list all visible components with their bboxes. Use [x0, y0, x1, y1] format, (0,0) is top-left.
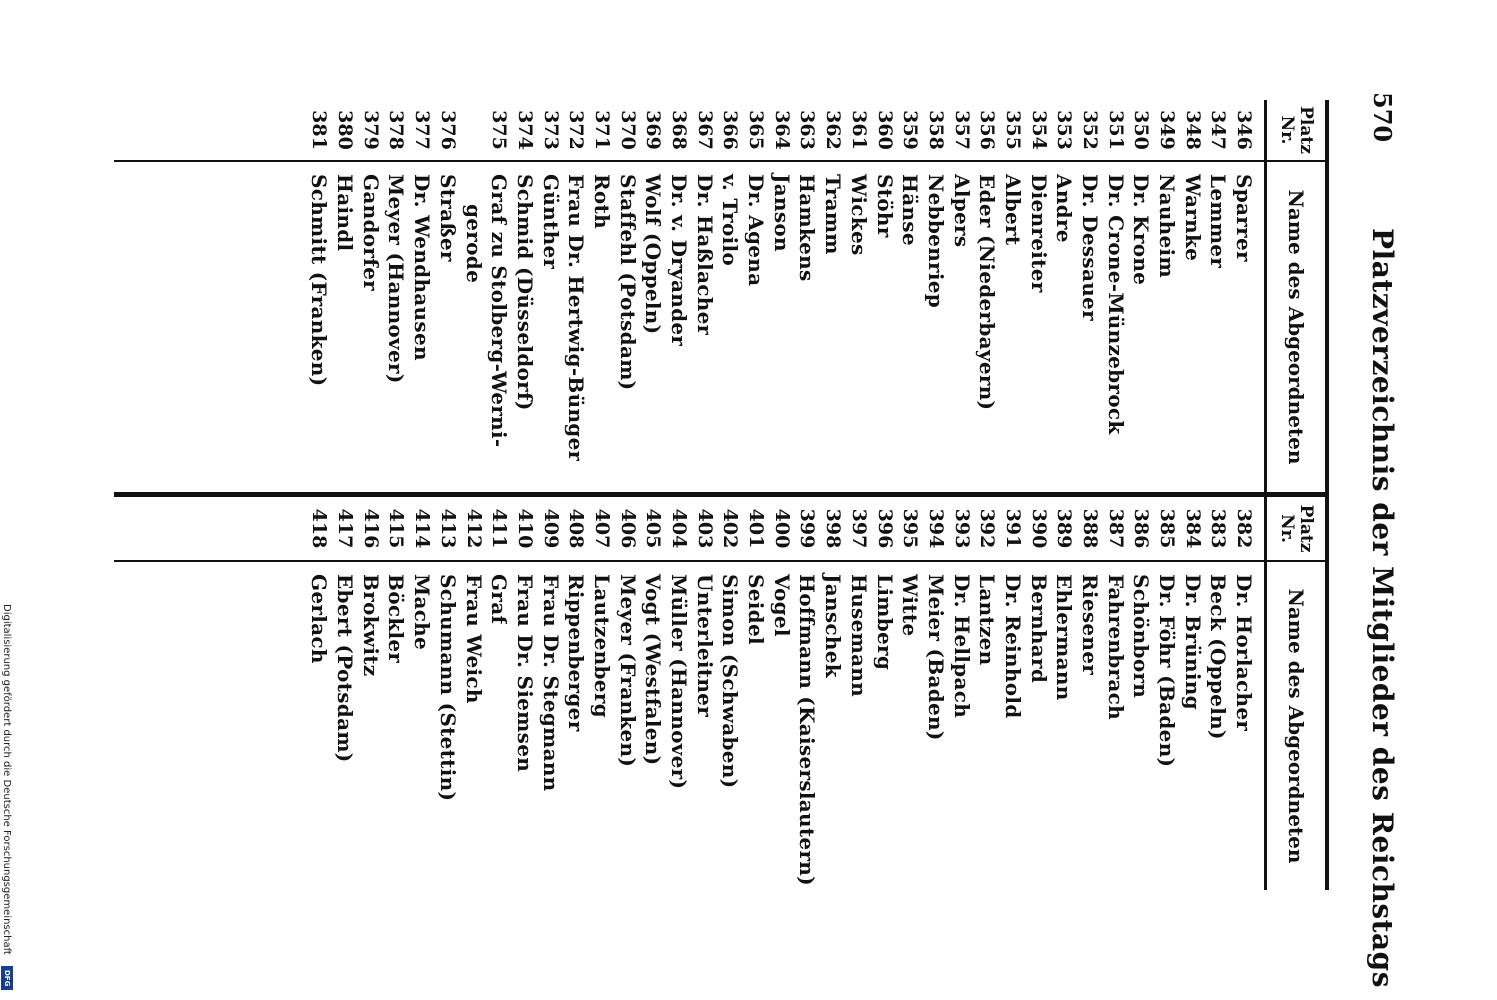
table-row [769, 497, 795, 890]
seat-number: 366 [719, 110, 742, 150]
member-name: Dr. Föhr (Baden) [1155, 574, 1180, 768]
table-row [718, 100, 744, 492]
seat-number: 392 [976, 508, 999, 549]
table-row [563, 497, 589, 890]
member-name: Meyer (Franken) [615, 574, 640, 768]
table-row [1052, 100, 1078, 492]
seat-number: 347 [1207, 110, 1230, 150]
table-row [743, 497, 769, 890]
seat-number: 401 [745, 508, 768, 549]
member-name: Dr. Krone [1129, 174, 1154, 286]
table-row [974, 100, 1000, 492]
member-name: Ebert (Potsdam) [333, 574, 358, 763]
funding-note: Digitalisierung gefördert durch die Deutsche Forschungsgemeinschaft [1, 604, 12, 955]
table-row [923, 100, 949, 492]
table-row [820, 100, 846, 492]
table-row [795, 497, 821, 890]
member-name: Tramm [821, 174, 846, 255]
table-row [332, 497, 358, 890]
seat-number: 410 [513, 508, 536, 549]
table-row [486, 100, 512, 492]
table-row [1052, 497, 1078, 890]
member-name: Dr. Dessauer [1078, 174, 1103, 321]
page-title: Platzverzeichnis der Mitglieder des Reichstags [1366, 228, 1399, 988]
seat-number: 384 [1181, 508, 1204, 549]
seat-number: 379 [359, 110, 382, 150]
table-row [384, 497, 410, 890]
seat-number: 412 [462, 508, 485, 549]
member-name: Graf zu Stolberg-Werni- [487, 174, 512, 448]
member-name: Simon (Schwaben) [718, 574, 743, 789]
member-name: Ehlermann [1052, 574, 1077, 701]
seat-header-line1: Platz [1295, 504, 1316, 553]
seat-header-right [1269, 497, 1323, 560]
member-name: Hamkens [795, 174, 820, 282]
table-row [949, 100, 975, 492]
seat-number: 367 [693, 110, 716, 150]
member-name: Frau Weich [461, 574, 486, 704]
seat-number: 397 [847, 508, 870, 549]
member-name: Hoffmann (Kaiserslautern) [795, 574, 820, 886]
table-row [1077, 100, 1103, 492]
seat-number: 354 [1027, 110, 1050, 150]
table-row [332, 100, 358, 492]
table-row [897, 497, 923, 890]
member-name: Vogel [769, 574, 794, 637]
seat-number: 403 [693, 508, 716, 549]
seat-number: 358 [924, 110, 947, 150]
member-name: Lantzen [975, 574, 1000, 666]
seat-number: 400 [770, 508, 793, 549]
seat-number: 355 [1001, 110, 1024, 150]
member-name: Dr. Haßlacher [692, 174, 717, 336]
table-row [743, 100, 769, 492]
table-row [1000, 497, 1026, 890]
seat-number: 374 [513, 110, 536, 150]
table-row [307, 100, 333, 492]
table-row [1231, 497, 1257, 890]
table-row [1103, 100, 1129, 492]
table-row [589, 100, 615, 492]
member-name: Schönborn [1129, 574, 1154, 699]
member-name: Fahrenbrach [1103, 574, 1128, 720]
member-name: Müller (Hannover) [667, 574, 692, 790]
table-row [692, 497, 718, 890]
member-name: Albert [1000, 174, 1025, 246]
member-name: Graf [487, 574, 512, 625]
table-row [1154, 497, 1180, 890]
member-name: Limberg [872, 574, 897, 671]
seat-number: 381 [308, 110, 331, 150]
member-name: Nauheim [1155, 174, 1180, 278]
table-row [718, 497, 744, 890]
seat-number: 402 [719, 508, 742, 549]
seat-number: 414 [411, 508, 434, 549]
table-row [666, 100, 692, 492]
seat-number: 398 [822, 508, 845, 549]
page-number: 570 [1368, 92, 1397, 143]
table-row [872, 497, 898, 890]
table-row [486, 497, 512, 890]
seat-number: 353 [1053, 110, 1076, 150]
member-name: Stöhr [872, 174, 897, 238]
seat-number: 387 [1104, 508, 1127, 549]
table-row [589, 497, 615, 890]
member-name: Eder (Niederbayern) [975, 174, 1000, 411]
seat-number: 394 [924, 508, 947, 549]
member-name: Warnke [1180, 174, 1205, 262]
member-name: Dr. v. Dryander [667, 174, 692, 347]
table-row [641, 100, 667, 492]
table-row [563, 100, 589, 492]
table-row [461, 497, 487, 890]
seat-number: 382 [1233, 508, 1256, 549]
member-name: Dr. Hellpach [949, 574, 974, 719]
table-row [435, 100, 461, 492]
member-name: Schmid (Düsseldorf) [512, 174, 537, 411]
table-row [846, 100, 872, 492]
seat-number: 362 [822, 110, 845, 150]
member-name: Sparrer [1232, 174, 1257, 262]
seat-number: 360 [873, 110, 896, 150]
table-row [1206, 100, 1232, 492]
member-name: Vogt (Westfalen) [641, 574, 666, 766]
seat-number: 409 [539, 508, 562, 549]
member-name: Janson [769, 174, 794, 252]
member-name: Brokwitz [358, 574, 383, 677]
table-row [974, 497, 1000, 890]
table-row [1026, 100, 1052, 492]
seat-number: 378 [385, 110, 408, 150]
member-name: Günther [538, 174, 563, 270]
table-row [1103, 497, 1129, 890]
member-name: Rippenberger [564, 574, 589, 732]
seat-number: 386 [1130, 508, 1153, 549]
member-name: Dr. Brüning [1180, 574, 1205, 710]
seat-number: 399 [796, 508, 819, 549]
table-row [923, 497, 949, 890]
seat-number: 376 [436, 110, 459, 150]
seat-number: 418 [308, 508, 331, 549]
table-row [409, 497, 435, 890]
table-row [1206, 497, 1232, 890]
table-row [538, 497, 564, 890]
table-row [820, 497, 846, 890]
seat-number: 417 [334, 508, 357, 549]
member-name: Haindl [333, 174, 358, 252]
table-row [615, 100, 641, 492]
name-header-right: Name des Abgeordneten [1284, 588, 1308, 864]
seat-number: 357 [950, 110, 973, 150]
member-name: Andre [1052, 174, 1077, 243]
right-column-rows [307, 497, 1257, 890]
seat-number: 349 [1156, 110, 1179, 150]
member-name: Gerlach [307, 574, 332, 664]
table-row [1180, 100, 1206, 492]
seat-number: 361 [847, 110, 870, 150]
member-name: Schumann (Stettin) [435, 574, 460, 802]
member-name: Staffehl (Potsdam) [615, 174, 640, 391]
name-header-left: Name des Abgeordneten [1284, 189, 1308, 465]
table-row [435, 497, 461, 890]
member-name: Meyer (Hannover) [384, 174, 409, 384]
table-row [307, 497, 333, 890]
table-row [615, 497, 641, 890]
seat-number: 406 [616, 508, 639, 549]
table-row [1026, 497, 1052, 890]
member-name: Nebbenriep [923, 174, 948, 309]
seat-number: 385 [1156, 508, 1179, 549]
seat-number: 368 [668, 110, 691, 150]
seat-number: 346 [1233, 110, 1256, 150]
seat-number: 391 [1001, 508, 1024, 549]
member-name: Hänse [898, 174, 923, 246]
member-name: Seidel [744, 574, 769, 645]
member-name: Frau Dr. Siemsen [512, 574, 537, 773]
member-name: Witte [898, 574, 923, 637]
table-row [795, 100, 821, 492]
table-row [1154, 100, 1180, 492]
seat-number: 370 [616, 110, 639, 150]
member-name: gerode [461, 204, 486, 284]
member-name: Dr. Wendhausen [410, 174, 435, 361]
seat-header-line2: Nr. [1277, 514, 1297, 543]
seat-number: 351 [1104, 110, 1127, 150]
table-row [1231, 100, 1257, 492]
seat-number: 356 [976, 110, 999, 150]
member-name: Riesener [1078, 574, 1103, 676]
seat-number: 389 [1053, 508, 1076, 549]
table-row [692, 100, 718, 492]
table-row [769, 100, 795, 492]
table-row [461, 100, 487, 492]
table-row [512, 497, 538, 890]
member-name: Janschek [821, 574, 846, 678]
seat-number: 365 [745, 110, 768, 150]
seat-number: 383 [1207, 508, 1230, 549]
seat-number: 375 [488, 110, 511, 150]
seat-number: 407 [590, 508, 613, 549]
table-row [512, 100, 538, 492]
member-name: Beck (Oppeln) [1206, 574, 1231, 740]
seating-table [114, 100, 1329, 890]
table-row [872, 100, 898, 492]
member-name: Meier (Baden) [923, 574, 948, 741]
member-name: Gandorfer [358, 174, 383, 292]
table-row [1077, 497, 1103, 890]
seat-number: 388 [1079, 508, 1102, 549]
member-name: Wickes [846, 174, 871, 256]
seat-number: 372 [565, 110, 588, 150]
seat-number: 415 [385, 508, 408, 549]
seat-number: 369 [642, 110, 665, 150]
member-name: Dr. Horlacher [1232, 574, 1257, 732]
member-name: Unterleitner [692, 574, 717, 718]
member-name: Lautzenberg [589, 574, 614, 718]
table-row [666, 497, 692, 890]
seat-number: 380 [334, 110, 357, 150]
seat-number: 408 [565, 508, 588, 549]
seat-number: 377 [411, 110, 434, 150]
table-row [897, 100, 923, 492]
member-name: Schmitt (Franken) [307, 174, 332, 387]
member-name: Frau Dr. Hertwig-Bünger [564, 174, 589, 462]
seat-header-line2: Nr. [1277, 115, 1297, 145]
dfg-logo: DFG [1, 966, 13, 990]
member-name: Frau Dr. Stegmann [538, 574, 563, 792]
seat-number: 352 [1079, 110, 1102, 150]
seat-number: 390 [1027, 508, 1050, 549]
member-name: Bernhard [1026, 574, 1051, 684]
table-row [409, 100, 435, 492]
member-name: Wolf (Oppeln) [641, 174, 666, 335]
member-name: Dr. Crone-Münzebrock [1103, 174, 1128, 435]
table-row [641, 497, 667, 890]
seat-number: 364 [770, 110, 793, 150]
table-row [358, 100, 384, 492]
member-name: Böckler [384, 574, 409, 664]
table-row [538, 100, 564, 492]
seat-number: 350 [1130, 110, 1153, 150]
left-column-rows [307, 100, 1257, 492]
table-row [1000, 100, 1026, 492]
seat-number: 404 [668, 508, 691, 549]
table-row [384, 100, 410, 492]
table-row [1129, 100, 1155, 492]
member-name: Dr. Agena [744, 174, 769, 287]
seat-number: 411 [488, 508, 511, 549]
seat-number: 363 [796, 110, 819, 150]
member-name: v. Troilo [718, 174, 743, 267]
seat-header-line1: Platz [1295, 106, 1316, 154]
table-row [1180, 497, 1206, 890]
member-name: Dienreiter [1026, 174, 1051, 293]
table-row [358, 497, 384, 890]
table-row [1129, 497, 1155, 890]
seat-number: 359 [899, 110, 922, 150]
seat-number: 405 [642, 508, 665, 549]
member-name: Lemmer [1206, 174, 1231, 269]
member-name: Dr. Reinhold [1000, 574, 1025, 719]
seat-number: 396 [873, 508, 896, 549]
seat-number: 395 [899, 508, 922, 549]
table-row [846, 497, 872, 890]
seat-header-left [1269, 100, 1323, 160]
seat-number: 371 [590, 110, 613, 150]
table-row [949, 497, 975, 890]
member-name: Alpers [949, 174, 974, 248]
seat-number: 416 [359, 508, 382, 549]
member-name: Roth [589, 174, 614, 229]
seat-number: 373 [539, 110, 562, 150]
member-name: Mache [410, 574, 435, 651]
seat-number: 348 [1181, 110, 1204, 150]
member-name: Straßer [435, 174, 460, 262]
seat-number: 393 [950, 508, 973, 549]
member-name: Husemann [846, 574, 871, 698]
seat-number: 413 [436, 508, 459, 549]
